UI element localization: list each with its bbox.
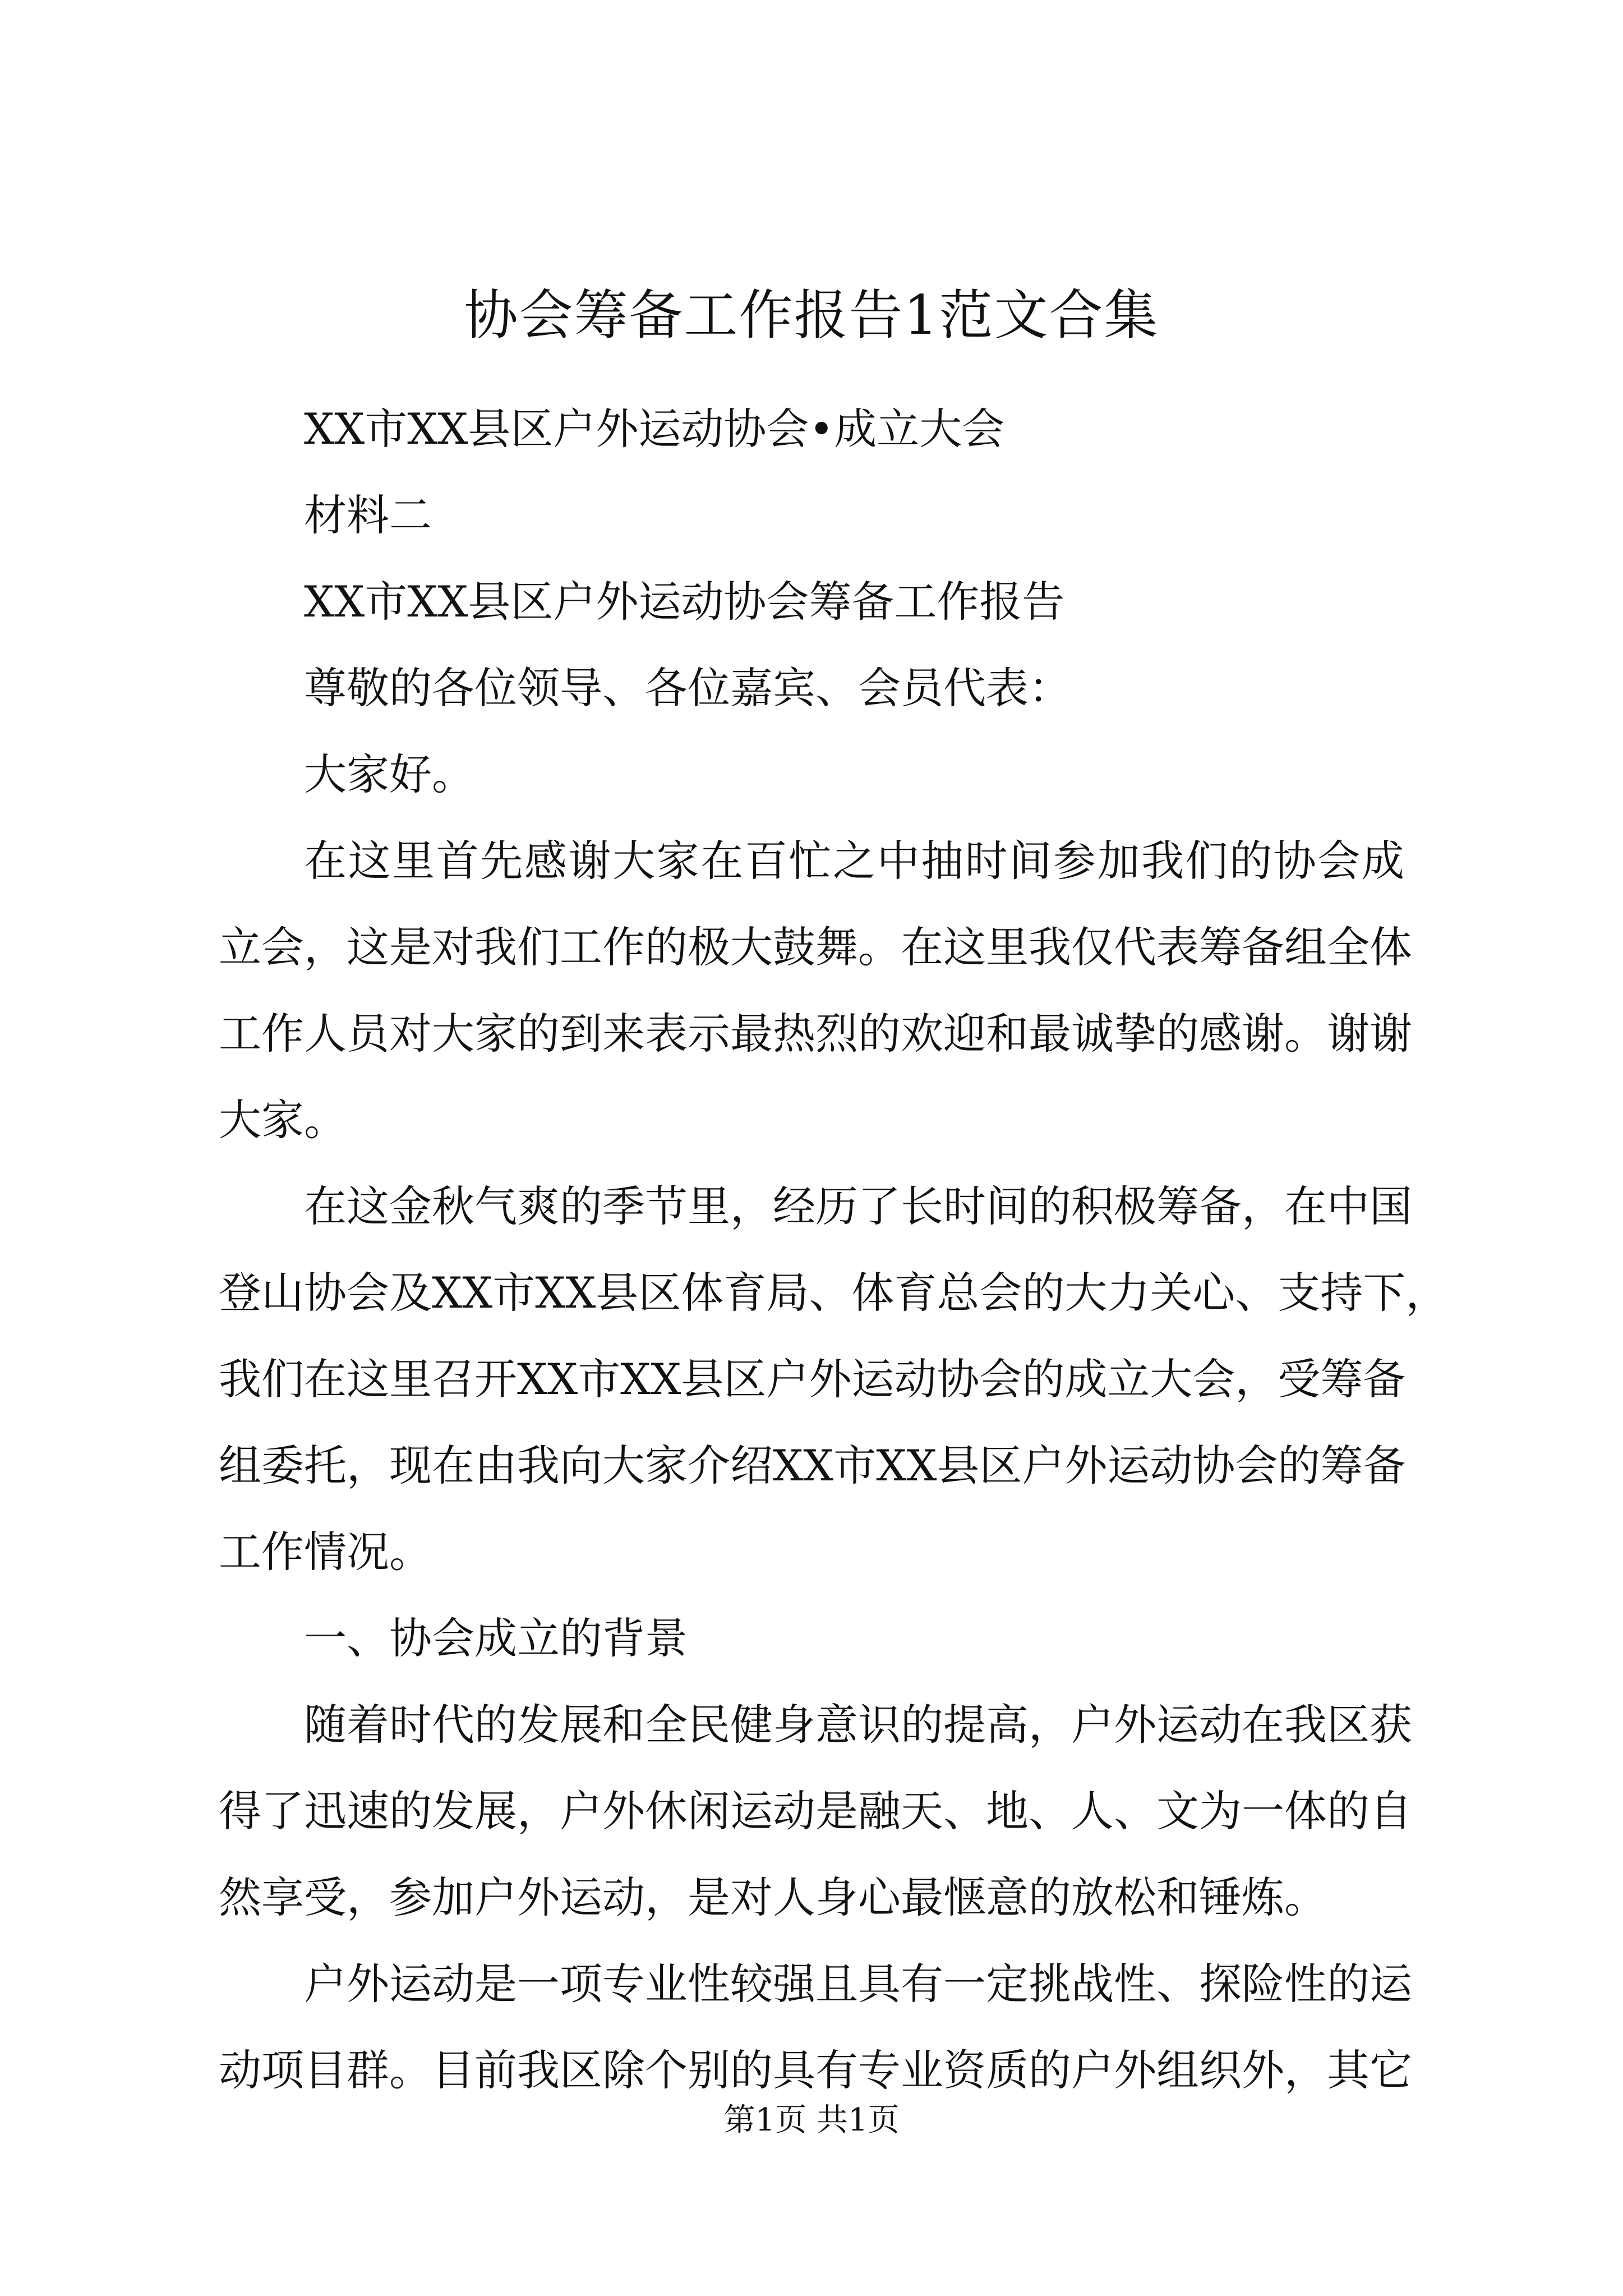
section-heading: 一、协会成立的背景 — [304, 1613, 688, 1663]
body-line: 尊敬的各位领导、各位嘉宾、会员代表： — [304, 663, 1071, 713]
body-line: 组委托，现在由我向大家介绍XX市XX县区户外运动协会的筹备 — [219, 1441, 1406, 1490]
body-line: XX市XX县区户外运动协会筹备工作报告 — [304, 577, 1065, 627]
body-line: XX市XX县区户外运动协会•成立大会 — [304, 404, 1005, 454]
body-line: 大家。 — [219, 1095, 347, 1145]
body-line: 工作人员对大家的到来表示最热烈的欢迎和最诚挚的感谢。谢谢 — [219, 1009, 1412, 1059]
document-title: 协会筹备工作报告1范文合集 — [464, 284, 1159, 347]
body-line: 在这金秋气爽的季节里，经历了长时间的积极筹备，在中国 — [304, 1181, 1412, 1231]
body-line: 然享受，参加户外运动，是对人身心最惬意的放松和锤炼。 — [219, 1872, 1327, 1922]
body-line: 材料二 — [304, 490, 432, 540]
body-line: 得了迅速的发展，户外休闲运动是融天、地、人、文为一体的自 — [219, 1786, 1412, 1836]
body-line: 我们在这里召开XX市XX县区户外运动协会的成立大会，受筹备 — [219, 1354, 1406, 1404]
body-line: 工作情况。 — [219, 1527, 432, 1577]
body-line: 随着时代的发展和全民健身意识的提高，户外运动在我区获 — [304, 1700, 1412, 1750]
body-line: 户外运动是一项专业性较强且具有一定挑战性、探险性的运 — [304, 1959, 1412, 2009]
body-line: 动项目群。目前我区除个别的具有专业资质的户外组织外，其它 — [219, 2045, 1412, 2095]
body-line: 大家好。 — [304, 749, 474, 799]
body-line: 在这里首先感谢大家在百忙之中抽时间参加我们的协会成 — [304, 836, 1404, 886]
page-number: 第1页 共1页 — [723, 2102, 900, 2138]
body-line: 登山协会及XX市XX县区体育局、体育总会的大力关心、支持下， — [219, 1268, 1449, 1318]
document-body — [219, 386, 1449, 2114]
body-line: 立会，这是对我们工作的极大鼓舞。在这里我仅代表筹备组全体 — [219, 922, 1412, 972]
